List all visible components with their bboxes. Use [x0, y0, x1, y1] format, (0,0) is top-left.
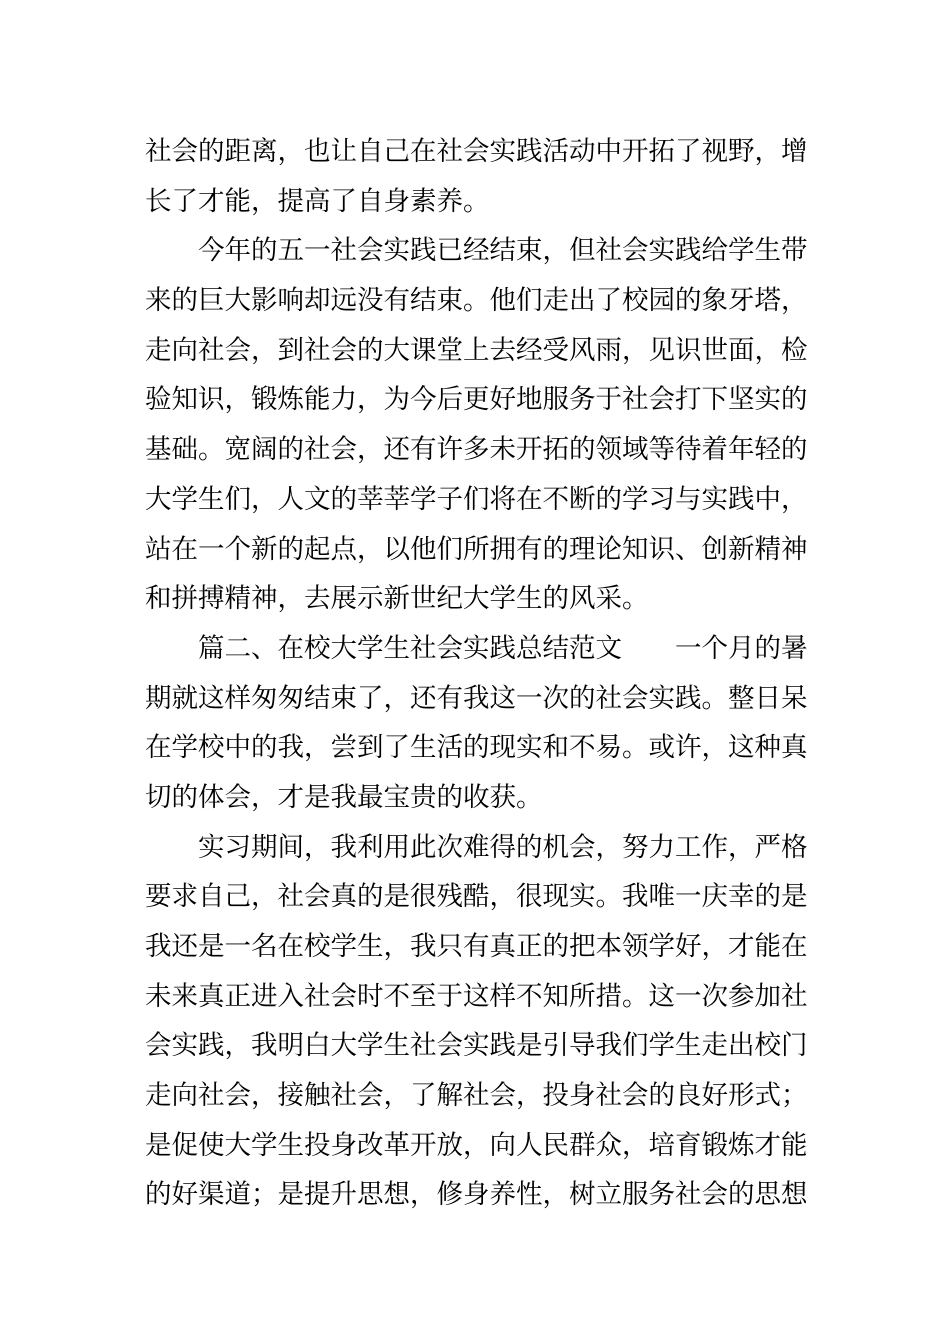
text-line: 未来真正进入社会时不至于这样不知所措。这一次参加社 — [145, 980, 808, 1012]
text-line: 长了才能，提高了自身素养。 — [145, 185, 490, 217]
text-line: 篇二、在校大学生社会实践总结范文 一个月的暑 — [145, 632, 808, 664]
text-line: 是促使大学生投身改革开放，向人民群众，培育锻炼才能 — [145, 1129, 808, 1161]
text-line: 大学生们，人文的莘莘学子们将在不断的学习与实践中， — [145, 483, 808, 515]
text-line: 社会的距离，也让自己在社会实践活动中开拓了视野，增 — [145, 136, 808, 167]
text-line: 验知识，锻炼能力，为今后更好地服务于社会打下坚实的 — [145, 384, 808, 416]
text-line: 基础。宽阔的社会，还有许多未开拓的领域等待着年轻的 — [145, 434, 808, 466]
text-line: 今年的五一社会实践已经结束，但社会实践给学生带 — [145, 235, 808, 267]
text-line: 实习期间，我利用此次难得的机会，努力工作，严格 — [145, 831, 808, 863]
text-line: 走向社会，接触社会，了解社会，投身社会的良好形式； — [145, 1080, 808, 1112]
text-line: 我还是一名在校学生，我只有真正的把本领学好，才能在 — [145, 931, 808, 962]
body-text — [145, 127, 815, 1220]
text-line: 来的巨大影响却远没有结束。他们走出了校园的象牙塔， — [145, 285, 808, 317]
text-line: 切的体会，才是我最宝贵的收获。 — [145, 781, 543, 813]
text-line: 期就这样匆匆结束了，还有我这一次的社会实践。整日呆 — [145, 682, 808, 714]
text-line: 在学校中的我，尝到了生活的现实和不易。或许，这种真 — [145, 732, 808, 764]
text-line: 走向社会，到社会的大课堂上去经受风雨，见识世面，检 — [145, 334, 808, 366]
text-line: 会实践，我明白大学生社会实践是引导我们学生走出校门 — [145, 1030, 808, 1062]
text-line: 的好渠道；是提升思想，修身养性，树立服务社会的思想 — [145, 1179, 808, 1211]
text-line: 站在一个新的起点，以他们所拥有的理论知识、创新精神 — [145, 533, 808, 565]
text-line: 要求自己，社会真的是很残酷，很现实。我唯一庆幸的是 — [145, 881, 808, 913]
text-line: 和拼搏精神，去展示新世纪大学生的风采。 — [145, 583, 649, 615]
